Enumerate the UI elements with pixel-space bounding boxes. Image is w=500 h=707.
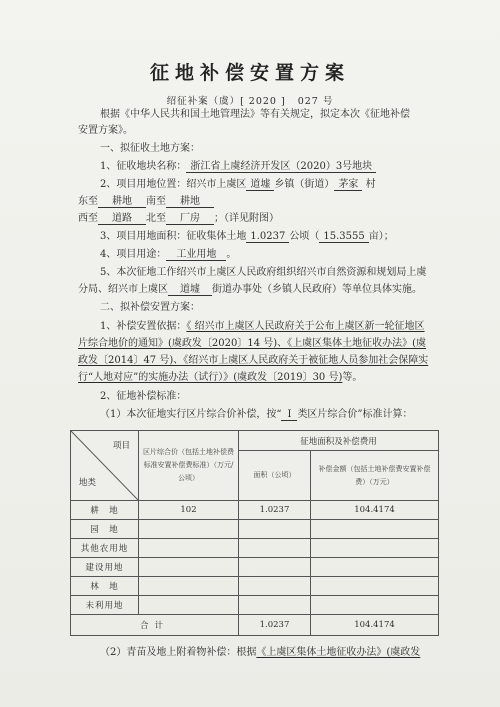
total-amount: 104.4174 <box>311 615 439 636</box>
section2-heading: 二、拟补偿安置方案： <box>100 302 200 313</box>
basis-text-1: 《 绍兴市上虞区人民政府关于公布上虞区新一轮征地区 <box>186 321 425 332</box>
row-area <box>239 558 311 577</box>
section1-heading: 一、拟征收土地方案： <box>100 143 200 154</box>
sub2-line <box>100 646 420 660</box>
col-header-price: 区片综合价（包括土地补偿费标准安置补偿费标准）（万元/公顷） <box>139 431 239 501</box>
col-header-area: 面积（公顷） <box>239 451 311 501</box>
sub1-text-a: （1）本次征地实行区片综合价补偿，按“ <box>100 409 282 420</box>
row-amount <box>311 539 439 558</box>
document-title: 征地补偿安置方案 <box>149 62 350 84</box>
basis-line-1 <box>100 320 425 334</box>
basis-line-4 <box>78 371 362 385</box>
section1-item3 <box>100 230 394 244</box>
item4-end: 。 <box>226 249 237 260</box>
row-area <box>239 520 311 539</box>
row-price <box>139 596 239 615</box>
row-amount <box>311 577 439 596</box>
row-area <box>239 577 311 596</box>
section1-item5-line1: 5、本次征地工作绍兴市上虞区人民政府组织绍兴市自然资源和规划局上虞 <box>100 267 427 278</box>
basis-end: 等。 <box>342 372 363 383</box>
document-number <box>0 93 500 107</box>
map-note: ；（详见附图） <box>214 213 279 224</box>
table-row <box>71 577 439 596</box>
item3-unit2: 亩）； <box>368 231 394 242</box>
row-price <box>139 520 239 539</box>
corner-bottom-label: 地类 <box>79 478 97 488</box>
table-row <box>71 520 439 539</box>
row-price <box>139 539 239 558</box>
row-area: 1.0237 <box>239 501 311 520</box>
sub2-text-b: 《上虞区集体土地征收办法》(虞政发 <box>256 647 421 658</box>
table-row <box>71 558 439 577</box>
row-type: 其他农用地 <box>71 539 139 558</box>
item5-line2a: 分局、绍兴市上虞区 <box>78 284 168 295</box>
east-label: 东至 <box>78 196 98 207</box>
section1-item1 <box>100 160 376 174</box>
row-price <box>139 577 239 596</box>
west-label: 西至 <box>78 213 98 224</box>
basis-text-4: 行“人地对应”的实施办法（试行）》(虞政发〔2019〕30 号) <box>78 372 343 383</box>
section1-item2 <box>100 178 376 192</box>
west-value: 道路 <box>98 213 146 225</box>
col-header-group: 征地面积及补偿费用 <box>239 431 439 451</box>
item5-district: 道墟 <box>168 284 212 296</box>
row-amount: 104.4174 <box>311 501 439 520</box>
col-header-amount: 补偿金额（包括土地补偿费安置补偿费）（万元） <box>311 451 439 501</box>
sub1-line <box>100 408 413 422</box>
sub2-text-a: （2）青苗及地上附着物补偿：根据 <box>100 647 257 658</box>
row-type: 园 地 <box>71 520 139 539</box>
doc-number-prefix: 绍征补案（虞）[ 2020 ] <box>166 96 286 107</box>
item3-unit1: 公顷（ <box>289 231 320 242</box>
table-row <box>71 596 439 615</box>
basis-line-2: 片综合地价的通知》(虞政发〔2020〕14 号)、《上虞区集体土地征收办法》(虞 <box>78 338 427 349</box>
row-type: 林 地 <box>71 577 139 596</box>
standard-heading: 2、征地补偿标准： <box>100 391 187 402</box>
boundary-west-north <box>78 212 279 226</box>
row-type: 建设用地 <box>71 558 139 577</box>
area-mu: 15.3555 <box>319 231 368 243</box>
item2-district: 道墟 <box>246 179 274 191</box>
doc-number-suffix: 号 <box>322 96 334 107</box>
row-amount <box>311 596 439 615</box>
corner-top-label: 项目 <box>112 441 130 451</box>
area-hectares: 1.0237 <box>246 231 289 243</box>
row-type: 未利用地 <box>71 596 139 615</box>
section1-item4 <box>100 248 236 262</box>
item4-label: 4、项目用途： <box>100 249 167 260</box>
row-amount <box>311 520 439 539</box>
total-area: 1.0237 <box>239 615 311 636</box>
table-row <box>71 539 439 558</box>
item2-mid: 乡镇（街道） <box>274 179 335 190</box>
land-use-value: 工业用地 <box>166 249 226 261</box>
east-value: 耕地 <box>98 196 146 208</box>
intro-line-1: 根据《中华人民共和国土地管理法》等有关规定，拟定本次《征地补偿 <box>100 109 410 120</box>
row-price: 102 <box>139 501 239 520</box>
plot-name-value: 浙江省上虞经济开发区（2020）3号地块 <box>186 161 376 173</box>
item3-label: 3、项目用地面积：征收集体土地 <box>100 231 247 242</box>
item5-line2b: 街道办事处（乡镇人民政府）等单位具体实施。 <box>212 284 422 295</box>
row-amount <box>311 558 439 577</box>
item2-label: 2、项目用地位置：绍兴市上虞区 <box>100 179 247 190</box>
item2-village: 茅家 <box>334 179 362 191</box>
south-label: 南至 <box>146 196 166 207</box>
item1-label: 1、征收地块名称： <box>100 161 187 172</box>
boundary-east-south <box>78 195 214 209</box>
north-value: 厂房 <box>166 213 214 225</box>
basis-line-3: 政发〔2014〕47 号)、《绍兴市上虞区人民政府关于被征地人员参加社会保障实 <box>78 355 429 366</box>
row-area <box>239 539 311 558</box>
total-label: 合计 <box>71 615 239 636</box>
north-label: 北至 <box>146 213 166 224</box>
item2-end: 村 <box>365 179 376 190</box>
basis-label: 1、补偿安置依据： <box>100 321 187 332</box>
sub1-text-b: 类区片综合价”标准计算： <box>297 409 413 420</box>
doc-number-value: 027 <box>297 96 319 107</box>
table-total-row <box>71 615 439 636</box>
south-value: 耕地 <box>166 196 214 208</box>
intro-line-2: 安置方案》。 <box>78 125 133 136</box>
row-area <box>239 596 311 615</box>
table-corner-cell <box>71 431 139 501</box>
table-row <box>71 501 439 520</box>
zone-class: Ⅰ <box>281 409 297 421</box>
section1-item5-line2 <box>78 283 422 297</box>
row-price <box>139 558 239 577</box>
row-type: 耕 地 <box>71 501 139 520</box>
compensation-table <box>70 430 439 636</box>
